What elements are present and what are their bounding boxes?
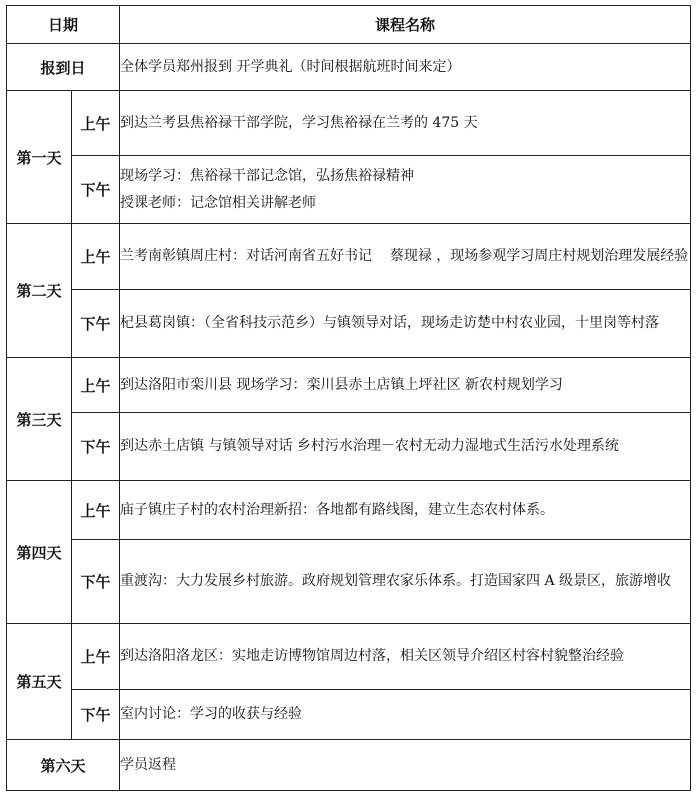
day-label: 第一天 <box>7 91 72 224</box>
day-label: 第二天 <box>7 224 72 358</box>
header-course: 课程名称 <box>120 6 691 44</box>
course-content <box>120 690 691 740</box>
return-row <box>7 740 691 791</box>
course-line: 室内讨论：学习的收获与经验 <box>120 706 303 722</box>
period-label-pm: 下午 <box>72 540 120 624</box>
registration-row <box>7 44 691 91</box>
period-label-am: 上午 <box>72 91 120 156</box>
period-label-am: 上午 <box>72 358 120 413</box>
course-line: 现场学习：焦裕禄干部记念馆，弘扬焦裕禄精神 <box>120 167 415 184</box>
schedule-table <box>6 5 691 791</box>
period-label-am: 上午 <box>72 224 120 290</box>
course-line: 杞县葛岗镇：（全省科技示范乡）与镇领导对话，现场走访楚中村农业园，十里岗等村落 <box>120 315 660 331</box>
day-3-am-row <box>7 358 691 413</box>
registration-day-label: 报到日 <box>7 44 120 91</box>
course-line: 到达兰考县焦裕禄干部学院，学习焦裕禄在兰考的 475 天 <box>120 114 478 131</box>
period-label-pm: 下午 <box>72 413 120 481</box>
course-content <box>120 540 691 624</box>
day-label: 第三天 <box>7 358 72 481</box>
period-label-pm: 下午 <box>72 156 120 224</box>
course-line: 授课老师：记念馆相关讲解老师 <box>120 194 317 211</box>
course-content <box>120 91 691 156</box>
day-4-am-row <box>7 481 691 540</box>
day-label: 第五天 <box>7 624 72 740</box>
day-3-pm-row <box>7 413 691 481</box>
course-content <box>120 413 691 481</box>
period-label-pm: 下午 <box>72 290 120 358</box>
day-5-am-row <box>7 624 691 690</box>
period-label-am: 上午 <box>72 481 120 540</box>
course-line: 庙子镇庄子村的农村治理新招：各地都有路线图，建立生态农村体系。 <box>120 501 555 518</box>
header-row <box>7 6 691 44</box>
course-line: 到达洛阳市栾川县 现场学习：栾川县赤土店镇上坪社区 新农村规划学习 <box>120 376 563 393</box>
day-2-pm-row <box>7 290 691 358</box>
return-day-label: 第六天 <box>7 740 120 791</box>
course-content <box>120 624 691 690</box>
day-2-am-row <box>7 224 691 290</box>
period-label-pm: 下午 <box>72 690 120 740</box>
day-4-pm-row <box>7 540 691 624</box>
day-1-pm-row <box>7 156 691 224</box>
day-label: 第四天 <box>7 481 72 624</box>
course-line: 到达洛阳洛龙区：实地走访博物馆周边村落，相关区领导介绍区村容村貌整治经验 <box>120 648 625 664</box>
course-content <box>120 481 691 540</box>
course-content <box>120 224 691 290</box>
registration-content: 全体学员郑州报到 开学典礼（时间根据航班时间来定） <box>120 44 691 91</box>
course-line: 重渡沟：大力发展乡村旅游。政府规划管理农家乐体系。打造国家四 A 级景区，旅游增收 <box>120 573 672 589</box>
day-1-am-row <box>7 91 691 156</box>
return-content: 学员返程 <box>120 740 691 791</box>
days-body <box>7 91 691 740</box>
header-date: 日期 <box>7 6 120 44</box>
course-content <box>120 358 691 413</box>
day-5-pm-row <box>7 690 691 740</box>
course-line: 兰考南彰镇周庄村：对话河南省五好书记 蔡现禄 ，现场参观学习周庄村规划治理发展经验 <box>120 248 689 264</box>
course-content <box>120 156 691 224</box>
course-content <box>120 290 691 358</box>
period-label-am: 上午 <box>72 624 120 690</box>
course-line: 到达赤土店镇 与镇领导对话 乡村污水治理－农村无动力湿地式生活污水处理系统 <box>120 438 619 454</box>
